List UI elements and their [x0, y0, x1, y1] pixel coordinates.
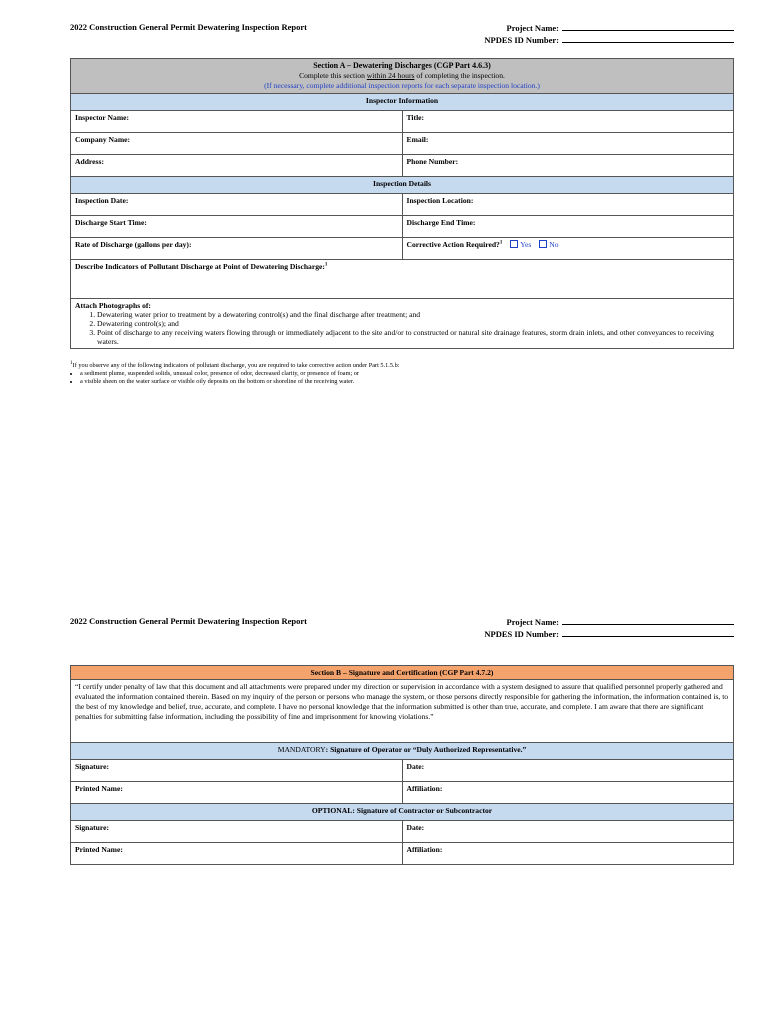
corrective-action-label: Corrective Action Required?: [406, 240, 500, 249]
contractor-printed-name-field[interactable]: Printed Name:: [71, 843, 403, 865]
operator-printed-name-field[interactable]: Printed Name:: [71, 782, 403, 804]
no-checkbox[interactable]: [539, 240, 547, 248]
photo-list: [75, 310, 729, 346]
email-field[interactable]: Email:: [402, 133, 734, 155]
attach-photographs-section: [71, 299, 734, 349]
yes-label: Yes: [520, 240, 532, 249]
section-a-table: [70, 58, 734, 349]
npdes-id-label: NPDES ID Number:: [484, 35, 559, 45]
contractor-affiliation-field[interactable]: Affiliation:: [402, 843, 734, 865]
page-2: [0, 600, 768, 1024]
mandatory-heading-rest: : Signature of Operator or “Duly Authorized Representative.”: [325, 745, 527, 754]
npdes-id-field[interactable]: [562, 34, 734, 43]
discharge-end-field[interactable]: Discharge End Time:: [402, 216, 734, 238]
project-name-field[interactable]: [562, 22, 734, 31]
subtitle-underlined: within 24 hours: [366, 71, 415, 80]
footnote-sup: 1: [70, 360, 73, 366]
corrective-sup: 1: [499, 240, 503, 246]
subtitle-post: of completing the inspection.: [414, 71, 505, 80]
footnote: [70, 359, 734, 386]
mandatory-prefix: MANDATORY: [277, 745, 326, 754]
inspector-info-heading: Inspector Information: [71, 94, 734, 111]
report-title: 2022 Construction General Permit Dewatering Inspection Report: [70, 22, 308, 32]
footnote-text: [70, 359, 734, 370]
title-field[interactable]: Title:: [402, 111, 734, 133]
address-field[interactable]: Address:: [71, 155, 403, 177]
photo-item: 2. Dewatering control(s); and: [97, 319, 729, 328]
photo-item: 1. Dewatering water prior to treatment by a dewatering control(s) and the final discharge after treatment; and: [97, 310, 729, 319]
optional-prefix: OPTIONAL: [311, 806, 353, 815]
project-name-label: Project Name:: [506, 617, 559, 627]
company-name-field[interactable]: Company Name:: [71, 133, 403, 155]
footnote-bullet: • a visible sheen on the water surface or visible oily deposits on the bottom or shoreline of the receiving water.: [80, 378, 734, 386]
pollutant-indicators-field[interactable]: [71, 260, 734, 299]
page-header: [70, 616, 734, 642]
operator-date-field[interactable]: Date:: [402, 760, 734, 782]
discharge-start-field[interactable]: Discharge Start Time:: [71, 216, 403, 238]
optional-heading: [71, 804, 734, 821]
optional-heading-rest: : Signature of Contractor or Subcontractor: [352, 806, 493, 815]
inspector-name-field[interactable]: Inspector Name:: [71, 111, 403, 133]
certification-statement: “I certify under penalty of law that this document and all attachments were prepared under my direction or supervision in accordance with a system designed to assure that qualified personnel properly gathered and evaluated the information contained therein. Based on my inquiry of the person or persons who manage the system, or those persons directly responsible for gathering the information, the information contained is, to the best of my knowledge and belief, true, accurate, and complete. I have no personal knowledge that the information submitted is other than true, accurate, and complete. I am aware that there are significant penalties for submitting false information, including the possibility of fine and imprisonment for knowing violations.”: [71, 680, 734, 743]
section-a-title: Section A – Dewatering Discharges (CGP Part 4.6.3): [313, 61, 491, 70]
section-b-title: Section B – Signature and Certification (CGP Part 4.7.2): [71, 666, 734, 680]
footnote-bullet: • a sediment plume, suspended solids, unusual color, presence of odor, decreased clarity, or presence of foam; or: [80, 370, 734, 378]
page-header: [70, 22, 734, 48]
yes-checkbox[interactable]: [510, 240, 518, 248]
operator-affiliation-field[interactable]: Affiliation:: [402, 782, 734, 804]
header-fields: [484, 22, 734, 46]
footnote-body: If you observe any of the following indicators of pollutant discharge, you are required to take corrective action under Part 5.1.5.b:: [72, 362, 400, 370]
report-title: 2022 Construction General Permit Dewatering Inspection Report: [70, 616, 308, 626]
section-b-table: [70, 665, 734, 865]
section-a-note: (If necessary, complete additional inspection reports for each separate inspection location.): [264, 81, 540, 90]
no-label: No: [549, 240, 559, 249]
header-fields: [484, 616, 734, 640]
footnote-bullets: [70, 370, 734, 386]
operator-signature-field[interactable]: Signature:: [71, 760, 403, 782]
section-a-header: [71, 59, 734, 94]
contractor-signature-field[interactable]: Signature:: [71, 821, 403, 843]
project-name-field[interactable]: [562, 616, 734, 625]
inspection-location-field[interactable]: Inspection Location:: [402, 194, 734, 216]
attach-photographs-label: Attach Photographs of:: [75, 301, 151, 310]
describe-sup: 1: [324, 262, 328, 268]
npdes-id-field[interactable]: [562, 628, 734, 637]
inspection-date-field[interactable]: Inspection Date:: [71, 194, 403, 216]
npdes-id-label: NPDES ID Number:: [484, 629, 559, 639]
pollutant-indicators-label: Describe Indicators of Pollutant Discharge at Point of Dewatering Discharge:: [75, 262, 325, 271]
subtitle-pre: Complete this section: [299, 71, 367, 80]
photo-item: 3. Point of discharge to any receiving waters flowing through or immediately adjacent to the site and/or to constructed or natural site drainage features, storm drain inlets, and other conveyances to receiving waters.: [97, 328, 729, 346]
corrective-action-field: [402, 238, 734, 260]
discharge-rate-field[interactable]: Rate of Discharge (gallons per day):: [71, 238, 403, 260]
phone-field[interactable]: Phone Number:: [402, 155, 734, 177]
mandatory-heading: [71, 743, 734, 760]
contractor-date-field[interactable]: Date:: [402, 821, 734, 843]
inspection-details-heading: Inspection Details: [71, 177, 734, 194]
section-a-subtitle: [75, 71, 729, 81]
project-name-label: Project Name:: [506, 23, 559, 33]
